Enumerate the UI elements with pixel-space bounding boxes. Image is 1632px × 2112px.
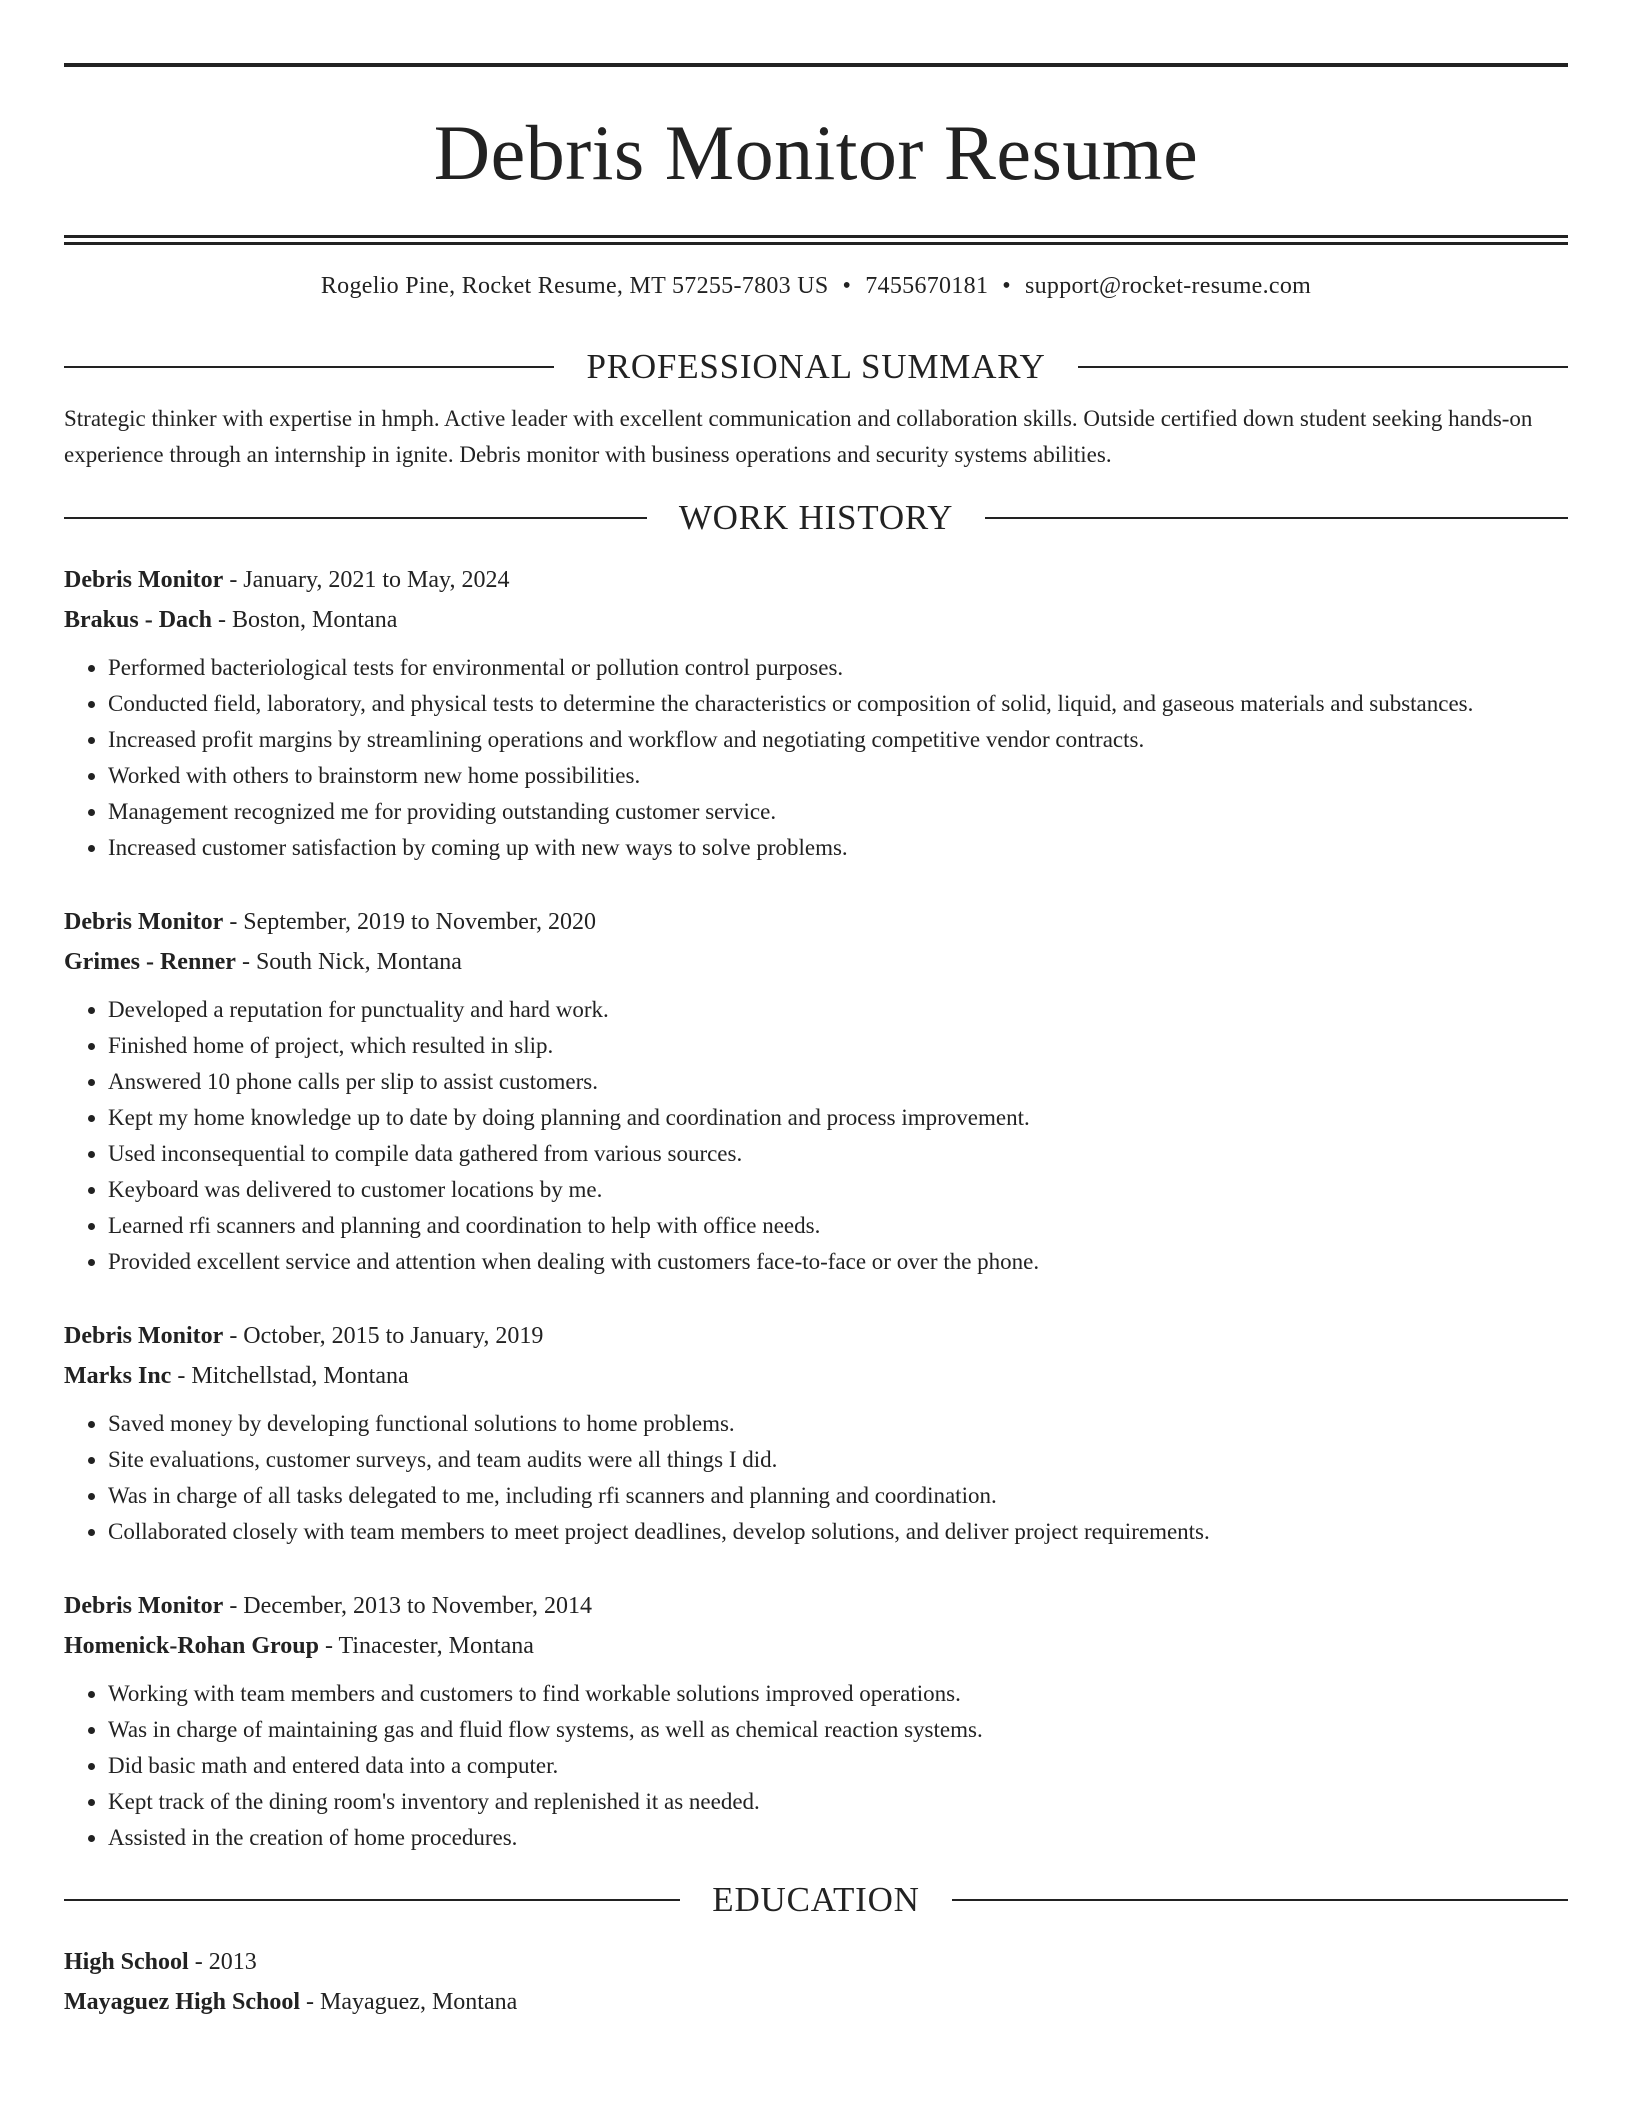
job-dates: - December, 2013 to November, 2014 xyxy=(229,1593,592,1619)
job-company-line xyxy=(64,600,1568,640)
education-school-line xyxy=(64,1982,1568,2022)
job-dates: - September, 2019 to November, 2020 xyxy=(229,909,596,935)
job-company-line xyxy=(64,942,1568,982)
job-title-line xyxy=(64,560,1568,600)
duty-item: • Worked with others to brainstorm new home possibilities. xyxy=(108,758,1568,794)
summary-heading: PROFESSIONAL SUMMARY xyxy=(586,347,1046,386)
duty-item: • Assisted in the creation of home procedures. xyxy=(108,1820,1568,1856)
duty-item: • Provided excellent service and attention when dealing with customers face-to-face or over the phone. xyxy=(108,1244,1568,1280)
duty-item: • Answered 10 phone calls per slip to assist customers. xyxy=(108,1064,1568,1100)
job-duties-list xyxy=(64,1406,1568,1550)
divider-line xyxy=(1078,366,1568,368)
duty-item: • Learned rfi scanners and planning and coordination to help with office needs. xyxy=(108,1208,1568,1244)
title-double-rule xyxy=(64,235,1568,245)
job-company: Marks Inc xyxy=(64,1363,172,1389)
job-title-line xyxy=(64,1316,1568,1356)
job-title: Debris Monitor xyxy=(64,909,224,935)
job-entry xyxy=(64,1586,1568,1856)
duty-item: • Management recognized me for providing outstanding customer service. xyxy=(108,794,1568,830)
education-year: - 2013 xyxy=(194,1949,257,1975)
duty-item: • Site evaluations, customer surveys, and team audits were all things I did. xyxy=(108,1442,1568,1478)
job-duties-list xyxy=(64,992,1568,1280)
duty-item: • Kept track of the dining room's inventory and replenished it as needed. xyxy=(108,1784,1568,1820)
contact-line xyxy=(64,271,1568,301)
duty-item: • Working with team members and customers to find workable solutions improved operations. xyxy=(108,1676,1568,1712)
duty-item: • Saved money by developing functional solutions to home problems. xyxy=(108,1406,1568,1442)
work-heading: WORK HISTORY xyxy=(678,498,954,537)
duty-item: • Keyboard was delivered to customer locations by me. xyxy=(108,1172,1568,1208)
job-title: Debris Monitor xyxy=(64,567,224,593)
job-company-line xyxy=(64,1626,1568,1666)
job-entry xyxy=(64,1316,1568,1550)
job-location: - Tinacester, Montana xyxy=(324,1633,534,1659)
job-title: Debris Monitor xyxy=(64,1593,224,1619)
work-section-heading xyxy=(64,496,1568,540)
job-location: - Mitchellstad, Montana xyxy=(177,1363,409,1389)
duty-item: • Kept my home knowledge up to date by doing planning and coordination and process improvement. xyxy=(108,1100,1568,1136)
education-section-heading xyxy=(64,1878,1568,1922)
divider-line xyxy=(64,517,647,519)
job-title-line xyxy=(64,902,1568,942)
job-duties-list xyxy=(64,1676,1568,1856)
contact-address: Rogelio Pine, Rocket Resume, MT 57255-7803 US xyxy=(320,273,829,299)
job-company: Brakus - Dach xyxy=(64,607,213,633)
work-history-list xyxy=(64,560,1568,1856)
contact-email: support@rocket-resume.com xyxy=(1024,273,1312,299)
duty-item: • Used inconsequential to compile data gathered from various sources. xyxy=(108,1136,1568,1172)
divider-line xyxy=(952,1899,1568,1901)
job-title-line xyxy=(64,1586,1568,1626)
education-heading: EDUCATION xyxy=(712,1880,920,1919)
job-company: Grimes - Renner xyxy=(64,949,236,975)
job-location: - Boston, Montana xyxy=(218,607,398,633)
job-company-line xyxy=(64,1356,1568,1396)
duty-item: • Performed bacteriological tests for environmental or pollution control purposes. xyxy=(108,650,1568,686)
job-dates: - January, 2021 to May, 2024 xyxy=(229,567,510,593)
summary-text: Strategic thinker with expertise in hmph. Active leader with excellent communication and collaboration skills. Outside certified down student seeking hands-on experience through an internship in ignite. Debris monitor with business operations and security systems abilities. xyxy=(64,406,1533,467)
contact-separator: • xyxy=(842,273,852,299)
job-title: Debris Monitor xyxy=(64,1323,224,1349)
job-entry xyxy=(64,560,1568,866)
resume-title: Debris Monitor Resume xyxy=(433,109,1199,196)
contact-phone: 7455670181 xyxy=(865,273,989,299)
job-company: Homenick-Rohan Group xyxy=(64,1633,319,1659)
top-rule xyxy=(64,63,1568,67)
duty-item: • Did basic math and entered data into a computer. xyxy=(108,1748,1568,1784)
job-entry xyxy=(64,902,1568,1280)
duty-item: • Collaborated closely with team members to meet project deadlines, develop solutions, and deliver project requirements. xyxy=(108,1514,1568,1550)
duty-item: • Increased profit margins by streamlining operations and workflow and negotiating competitive vendor contracts. xyxy=(108,722,1568,758)
contact-separator: • xyxy=(1002,273,1011,299)
duty-item: • Conducted field, laboratory, and physical tests to determine the characteristics or composition of solid, liquid, and gaseous materials and substances. xyxy=(108,686,1568,722)
education-location: - Mayaguez, Montana xyxy=(306,1989,518,2015)
education-degree: High School xyxy=(64,1949,189,1975)
divider-line xyxy=(985,517,1568,519)
job-location: - South Nick, Montana xyxy=(241,949,462,975)
education-degree-line xyxy=(64,1942,1568,1982)
education-school: Mayaguez High School xyxy=(64,1989,301,2015)
job-dates: - October, 2015 to January, 2019 xyxy=(229,1323,544,1349)
duty-item: • Was in charge of maintaining gas and fluid flow systems, as well as chemical reaction systems. xyxy=(108,1712,1568,1748)
divider-line xyxy=(64,366,554,368)
duty-item: • Was in charge of all tasks delegated to me, including rfi scanners and planning and coordination. xyxy=(108,1478,1568,1514)
education-entry xyxy=(64,1942,1568,2022)
summary-section-heading xyxy=(64,345,1568,389)
duty-item: • Developed a reputation for punctuality and hard work. xyxy=(108,992,1568,1028)
duty-item: • Finished home of project, which resulted in slip. xyxy=(108,1028,1568,1064)
job-duties-list xyxy=(64,650,1568,866)
divider-line xyxy=(64,1899,680,1901)
duty-item: • Increased customer satisfaction by coming up with new ways to solve problems. xyxy=(108,830,1568,866)
